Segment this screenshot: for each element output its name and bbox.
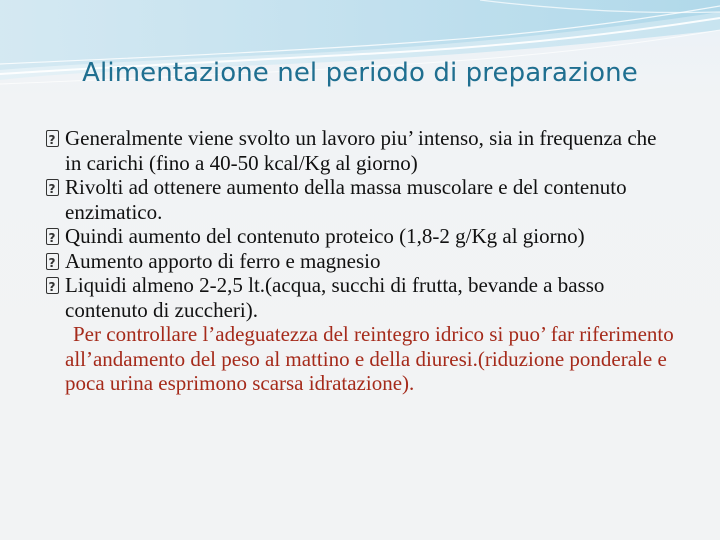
bullet-text: Aumento apporto di ferro e magnesio	[65, 248, 381, 273]
slide-title: Alimentazione nel periodo di preparazione	[82, 58, 638, 88]
hydration-note	[46, 322, 676, 396]
missing-glyph-box-icon	[46, 179, 59, 196]
missing-glyph-box-icon	[46, 130, 59, 147]
bullet-item	[46, 126, 676, 175]
missing-glyph-box-icon	[46, 277, 59, 294]
bullet-item	[46, 175, 676, 224]
bullet-text: Generalmente viene svolto un lavoro piu’ intenso, sia in frequenza che in carichi (fino a 40-50 kcal/Kg al giorno)	[65, 126, 657, 175]
missing-glyph-box-icon	[46, 253, 59, 270]
slide-body	[46, 126, 676, 396]
bullet-item	[46, 224, 676, 249]
header-wave-decoration	[0, 0, 720, 110]
bullet-text: Rivolti ad ottenere aumento della massa muscolare e del contenuto enzimatico.	[65, 175, 627, 224]
bullet-text: Liquidi almeno 2-2,5 lt.(acqua, succhi di frutta, bevande a basso contenuto di zuccheri).	[65, 273, 605, 322]
bullet-item	[46, 249, 676, 274]
bullet-item	[46, 273, 676, 322]
missing-glyph-box-icon	[46, 228, 59, 245]
note-text: Per controllare l’adeguatezza del reintegro idrico si puo’ far riferimento all’andamento del peso al mattino e della diuresi.(riduzione ponderale e poca urina esprimono scarsa idratazione).	[65, 322, 674, 395]
bullet-text: Quindi aumento del contenuto proteico (1,8-2 g/Kg al giorno)	[65, 224, 585, 248]
